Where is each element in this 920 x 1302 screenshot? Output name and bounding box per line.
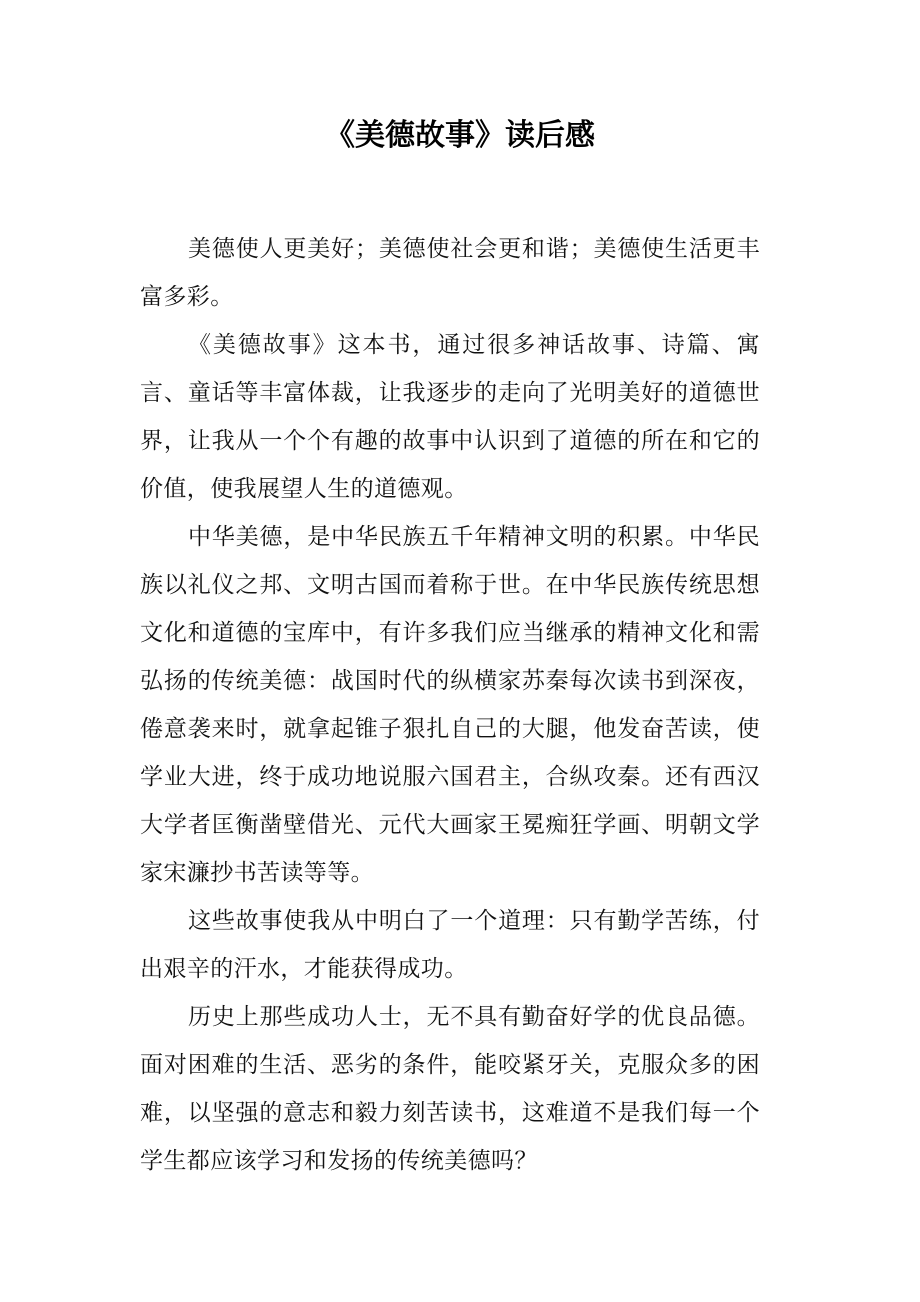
paragraph-3: 中华美德，是中华民族五千年精神文明的积累。中华民族以礼仪之邦、文明古国而着称于世。在中华民族传统思想文化和道德的宝库中，有许多我们应当继承的精神文化和需弘扬的传统美德：战国时代的纵横家苏秦每次读书到深夜，倦意袭来时，就拿起锥子狠扎自己的大腿，他发奋苦读，使学业大进，终于成功地说服六国君主，合纵攻秦。还有西汉大学者匡衡凿壁借光、元代大画家王冕痴狂学画、明朝文学家宋濂抄书苦读等等。 (140, 524, 760, 886)
paragraph-2: 《美德故事》这本书，通过很多神话故事、诗篇、寓言、童话等丰富体裁，让我逐步的走向了光明美好的道德世界，让我从一个个有趣的故事中认识到了道德的所在和它的价值，使我展望人生的道德观。 (140, 332, 760, 502)
document-body (140, 225, 760, 1185)
paragraph-5: 历史上那些成功人士，无不具有勤奋好学的优良品德。面对困难的生活、恶劣的条件，能咬紧牙关，克服众多的困难，以坚强的意志和毅力刻苦读书，这难道不是我们每一个学生都应该学习和发扬的传统美德吗？ (140, 1004, 760, 1174)
paragraph-4: 这些故事使我从中明白了一个道理：只有勤学苦练，付出艰辛的汗水，才能获得成功。 (140, 908, 760, 982)
paragraph-1: 美德使人更美好；美德使社会更和谐；美德使生活更丰富多彩。 (140, 236, 760, 310)
document-title: 《美德故事》读后感 (325, 118, 595, 153)
